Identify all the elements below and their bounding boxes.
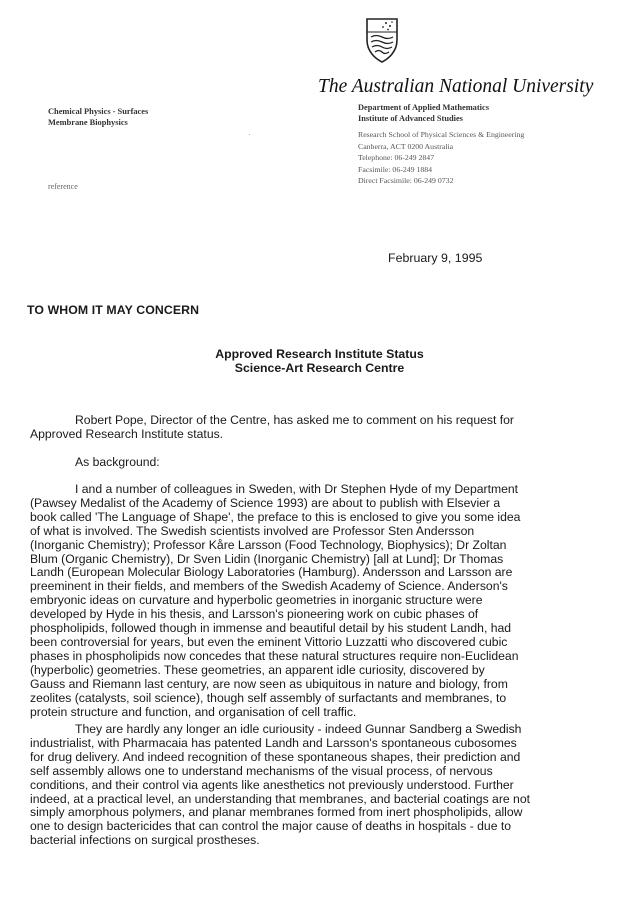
address-line: Telephone: 06-249 2847 xyxy=(358,153,435,163)
left-department-line: Chemical Physics - Surfaces xyxy=(48,107,149,116)
paragraph-line: zeolites (catalysts, soil science), though self assembly of surfactants and membranes, to xyxy=(30,690,507,705)
subject-line: Science-Art Research Centre xyxy=(234,361,405,375)
paragraph-line: Robert Pope, Director of the Centre, has asked me to comment on his request for xyxy=(75,413,514,427)
paragraph-line: Approved Research Institute status. xyxy=(30,426,224,441)
paragraph-line: As background: xyxy=(75,455,160,469)
paragraph-line: one to design bactericides that can control the major cause of deaths in hospitals - due to xyxy=(30,819,512,834)
paragraph-applications xyxy=(30,723,613,848)
reference-label: reference xyxy=(48,182,78,191)
address-line: Research School of Physical Sciences & Engineering xyxy=(358,130,525,139)
paragraph-line: book called 'The Language of Shape', the preface to this is enclosed to give you some idea xyxy=(30,509,521,524)
paragraph-line: been controversial for years, but even the eminent Vittorio Luzzatti who discovered cubic xyxy=(30,634,508,649)
paragraph-line: (Pawsey Medalist of the Academy of Science 1993) are about to publish with Elsevier a xyxy=(30,495,501,510)
paragraph-line: indeed, at a practical level, an understanding that membranes, and bacterial coatings are not xyxy=(30,791,530,806)
address-line: Facsimile: 06-249 1884 xyxy=(358,164,433,174)
paragraph-line: preeminent in their fields, and members of the Swedish Academy of Science. Anderson's xyxy=(30,579,508,594)
paragraph-line: I and a number of colleagues in Sweden, with Dr Stephen Hyde of my Department xyxy=(75,482,519,496)
address-block xyxy=(358,129,524,187)
paragraph-line: conditions, and their control via agents like anesthetics not previously understood. Further xyxy=(30,777,514,792)
address-line: Canberra, ACT 0200 Australia xyxy=(358,141,454,151)
paragraph-background xyxy=(30,483,613,719)
department-line: Institute of Advanced Studies xyxy=(358,113,463,123)
paragraph-line: self assembly allows one to understand mechanisms of the visual process, of nervous xyxy=(30,763,493,778)
paragraph-line: Blum (Organic Chemistry), Dr Sven Lidin (Inorganic Chemistry) [all at Lund]; Dr Thomas xyxy=(30,551,504,566)
speck-decoration: · xyxy=(248,130,251,139)
paragraph-line: bacterial infections on surgical prostheses. xyxy=(30,833,260,848)
university-crest-icon xyxy=(364,16,400,64)
paragraph-line: Gauss and Riemann last century, are now seen as ubiquitous in nature and biology, from xyxy=(30,676,508,691)
paragraph-line: protein structure and function, and organisation of cell traffic. xyxy=(30,704,357,719)
subject-line: Approved Research Institute Status xyxy=(215,347,424,361)
paragraph-line: developed by Hyde in his thesis, and Larsson's pioneering work on cubic phases of xyxy=(30,607,479,622)
letter-date: February 9, 1995 xyxy=(388,251,483,265)
paragraph-line: for drug delivery. And indeed recognition of these spontaneous shapes, their prediction and xyxy=(30,749,521,764)
address-line: Direct Facsimile: 06-249 0732 xyxy=(358,176,454,186)
paragraph-line: phases in phospholipids now concedes that these natural structures require non-Euclidean xyxy=(30,648,519,663)
paragraph-line: simply amorphous polymers, and planar membranes formed from inert phospholipids, allow xyxy=(30,805,523,820)
paragraph-line: industrialist, with Pharmacaia has patented Landh and Larsson's spontaneous cubosomes xyxy=(30,735,517,750)
department-line: Department of Applied Mathematics xyxy=(358,103,489,112)
department-block xyxy=(358,103,489,124)
university-name: The Australian National University xyxy=(318,76,594,97)
left-department-block xyxy=(48,107,148,128)
paragraph-line: phospholipids, followed though in immense and beautiful detail by his student Landh, had xyxy=(30,621,512,636)
paragraph-line: of what is involved. The Swedish scientists involved are Professor Sten Andersson xyxy=(30,523,475,538)
paragraph-request xyxy=(30,414,613,442)
salutation: TO WHOM IT MAY CONCERN xyxy=(27,303,200,317)
paragraph-line: They are hardly any longer an idle curiousity - indeed Gunnar Sandberg a Swedish xyxy=(75,722,522,736)
paragraph-line: embryonic ideas on curvature and hyperbolic geometries in inorganic structure were xyxy=(30,593,483,608)
paragraph-line: (Inorganic Chemistry); Professor Kåre Larsson (Food Technology, Biophysics); Dr Zoltan xyxy=(30,537,507,552)
paragraph-line: Landh (European Molecular Biology Laboratories (Hamburg). Andersson and Larsson are xyxy=(30,565,513,580)
paragraph-background-label xyxy=(30,456,613,470)
left-department-line: Membrane Biophysics xyxy=(48,117,128,127)
paragraph-line: (hyperbolic) geometries. These geometries, an apparent idle curiosity, discovered by xyxy=(30,662,485,677)
subject-heading xyxy=(0,347,631,375)
